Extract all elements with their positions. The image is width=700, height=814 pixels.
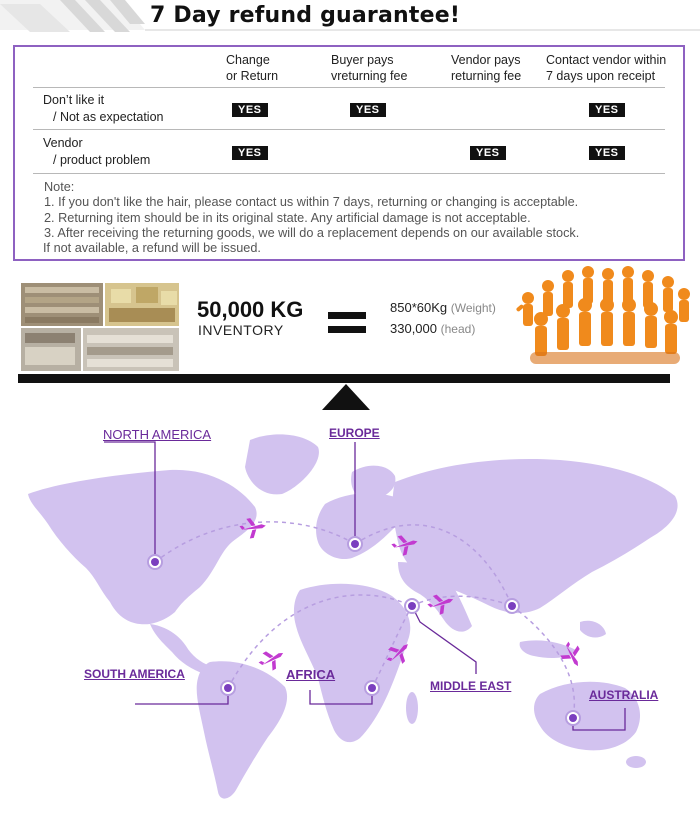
region-label-europe: EUROPE xyxy=(329,426,380,440)
row-label-vendor-problem: Vendor / product problem xyxy=(43,136,151,167)
weight-value: 850*60Kg xyxy=(390,300,448,315)
column-header-vendor-pays: Vendor pays returning fee xyxy=(451,53,522,83)
head-stat xyxy=(390,321,475,336)
weight-unit: (Weight) xyxy=(450,301,496,315)
continents xyxy=(28,434,678,798)
balance-fulcrum xyxy=(322,384,370,410)
region-label-north-america: NORTH AMERICA xyxy=(103,427,212,442)
head-unit: (head) xyxy=(440,322,476,336)
inventory-weight: 50,000 KG xyxy=(197,297,304,322)
table-rule xyxy=(33,87,665,88)
yes-badge: YES xyxy=(232,103,268,117)
region-label-australia: AUSTRALIA xyxy=(589,688,659,702)
table-rule xyxy=(33,173,665,174)
inventory-label: INVENTORY xyxy=(198,322,284,338)
yes-badge: YES xyxy=(589,103,625,117)
yes-badge: YES xyxy=(350,103,386,117)
crowd-illustration xyxy=(510,262,695,370)
yes-badge: YES xyxy=(589,146,625,160)
yes-badge: YES xyxy=(232,146,268,160)
refund-note: Note: 1. If you don't like the hair, please contact us within 7 days, returning or changing is acceptable. 2. Returning item should be in its original state. Any artificial damage is not acceptable. 3. After receiving the returning goods, we will do a replacement depends on our available stock. If not available, a refund will be issued. xyxy=(43,180,580,256)
column-header-buyer-pays: Buyer pays vreturning fee xyxy=(331,53,408,83)
row-label-dont-like: Don’t like it / Not as expectation xyxy=(43,93,164,124)
page-title: 7 Day refund guarantee! xyxy=(150,3,461,28)
balance-beam xyxy=(18,374,670,383)
region-label-south-america: SOUTH AMERICA xyxy=(84,667,185,681)
equals-sign xyxy=(328,326,366,333)
head-value: 330,000 xyxy=(390,321,437,336)
equals-sign xyxy=(328,312,366,319)
warehouse-photo xyxy=(21,283,179,371)
column-header-change: Change or Return xyxy=(226,53,279,83)
region-label-middle-east: MIDDLE EAST xyxy=(430,679,512,693)
world-map xyxy=(0,412,700,812)
weight-stat xyxy=(390,300,496,315)
yes-badge: YES xyxy=(470,146,506,160)
column-header-contact-vendor: Contact vendor within 7 days upon receipt xyxy=(546,53,667,83)
table-rule xyxy=(33,129,665,130)
region-label-africa: AFRICA xyxy=(286,667,336,682)
